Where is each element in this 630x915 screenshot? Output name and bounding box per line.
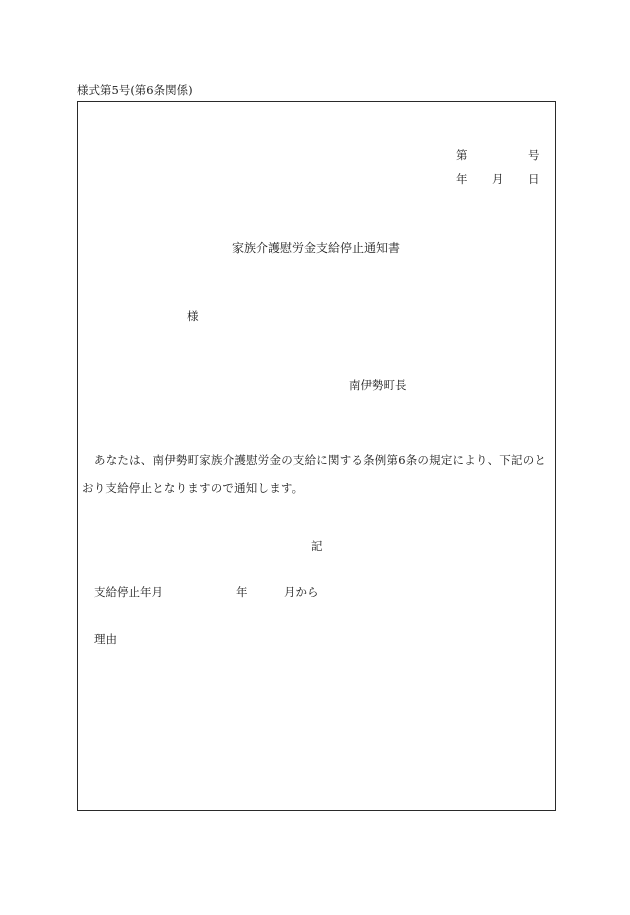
- stop-period-year: 年: [236, 585, 248, 599]
- number-prefix: 第: [456, 148, 468, 162]
- ki-heading: 記: [311, 539, 323, 553]
- addressee-suffix: 様: [187, 309, 199, 323]
- number-suffix: 号: [528, 148, 540, 162]
- date-day: 日: [528, 172, 540, 186]
- stop-period-month-from: 月から: [284, 585, 319, 599]
- date-month: 月: [492, 172, 504, 186]
- document-title: 家族介護慰労金支給停止通知書: [232, 241, 401, 255]
- reason-label: 理由: [94, 632, 117, 646]
- issuer-name: 南伊勢町長: [349, 378, 407, 392]
- form-number-label: 様式第5号(第6条関係): [77, 83, 193, 97]
- stop-period-label: 支給停止年月: [94, 585, 163, 599]
- date-year: 年: [456, 172, 468, 186]
- notification-body: あなたは、南伊勢町家族介護慰労金の支給に関する条例第6条の規定により、下記のとおり支給停止となりますので通知します。: [82, 453, 547, 495]
